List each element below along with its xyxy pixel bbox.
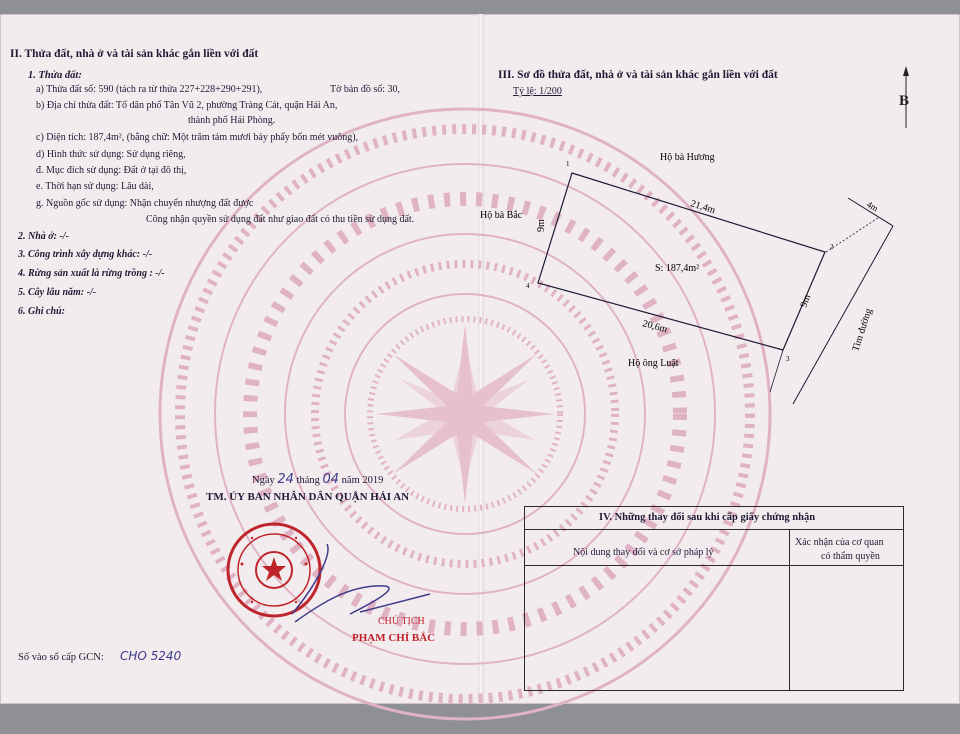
land-origin-detail: Công nhận quyền sử dụng đất như giao đất có thu tiền sử dụng đất. <box>146 214 415 225</box>
map-sheet-number: Tờ bản đồ số: 30, <box>330 84 401 95</box>
dim-right: 9m <box>798 293 814 310</box>
point-2: 2 <box>830 243 834 251</box>
parcel-boundary <box>538 173 825 350</box>
point-3: 3 <box>786 355 790 363</box>
north-label: B <box>899 93 910 109</box>
map-scale: Tỷ lệ: 1/200 <box>513 86 562 97</box>
registry-label: Số vào sổ cấp GCN: <box>18 652 104 663</box>
section-2-heading: II. Thửa đất, nhà ở và tài sản khác gắn liền với đất <box>10 48 259 60</box>
dim-top: 21,4m <box>689 198 717 217</box>
col-confirmation-line1: Xác nhận của cơ quan <box>795 537 884 548</box>
date-prefix: Ngày <box>252 475 275 486</box>
use-purpose: đ. Mục đích sử dụng: Đất ở tại đô thị, <box>36 165 187 176</box>
date-day: 24 <box>277 472 294 487</box>
month-prefix: tháng <box>296 475 320 486</box>
land-parcel-title: 1. Thửa đất: <box>28 70 82 81</box>
parcel-area-label: S: 187,4m² <box>655 263 700 274</box>
date-year: năm 2019 <box>341 475 384 486</box>
signer-role: CHỦ TỊCH <box>378 616 425 627</box>
north-arrow-head <box>903 66 909 76</box>
neighbor-bottom: Hộ ông Luật <box>628 358 679 369</box>
parcel-address-city: thành phố Hải Phòng. <box>188 115 276 126</box>
forest-item: 4. Rừng sản xuất là rừng trồng : -/- <box>18 268 165 279</box>
changes-table-header <box>525 507 903 530</box>
col-change-content: Nội dung thay đổi và cơ sở pháp lý <box>573 547 714 558</box>
use-form: d) Hình thức sử dụng: Sử dụng riêng, <box>36 149 186 160</box>
point-4: 4 <box>526 282 530 290</box>
use-term: e. Thời hạn sử dụng: Lâu dài, <box>36 181 154 192</box>
issuing-organization: TM. ỦY BAN NHÂN DÂN QUẬN HẢI AN <box>206 491 410 503</box>
notes-item: 6. Ghi chú: <box>18 306 65 317</box>
neighbor-top: Hộ bà Hương <box>660 152 715 163</box>
date-month: 04 <box>322 472 340 487</box>
perennial-trees-item: 5. Cây lâu năm: -/- <box>18 287 97 298</box>
neighbor-left: Hộ bà Bắc <box>480 210 523 221</box>
dim-left: 9m <box>536 219 547 232</box>
construction-item: 3. Công trình xây dựng khác: -/- <box>18 249 153 260</box>
table-row-divider <box>525 565 903 566</box>
section-3-heading: III. Sơ đồ thửa đất, nhà ở và tài sản khác gắn liền với đất <box>498 69 778 81</box>
signer-name: PHẠM CHÍ BẮC <box>352 632 436 644</box>
dim-road-width: 4m <box>865 199 880 214</box>
road-edge-link <box>826 218 878 252</box>
issue-date <box>252 474 383 487</box>
point-1: 1 <box>566 160 570 168</box>
certificate-paper <box>0 14 960 704</box>
table-column-divider <box>789 529 790 690</box>
parcel-address: b) Địa chỉ thửa đất: Tổ dân phố Tân Vũ 2, phường Tràng Cát, quận Hải An, <box>36 100 338 111</box>
road-label: Tim đường <box>850 307 875 353</box>
land-origin: g. Nguồn gốc sử dụng: Nhận chuyển nhượng đất được <box>36 198 254 209</box>
parcel-diagram <box>480 64 960 414</box>
road-edge-lower <box>770 350 783 392</box>
parcel-number: a) Thửa đất số: 590 (tách ra từ thửa 227+228+290+291), <box>36 84 263 95</box>
col-confirmation-line2: có thẩm quyền <box>821 551 880 562</box>
section-4-heading: IV. Những thay đổi sau khi cấp giấy chứng nhận <box>599 512 816 523</box>
dim-bottom: 20,6m <box>641 318 669 336</box>
road-centerline <box>793 226 893 404</box>
parcel-area: c) Diện tích: 187,4m², (bằng chữ: Một trăm tám mươi bảy phẩy bốn mét vuông), <box>36 132 359 143</box>
changes-table <box>524 506 904 691</box>
registry-number: CHO 5240 <box>120 649 182 663</box>
house-item: 2. Nhà ở: -/- <box>18 231 69 242</box>
